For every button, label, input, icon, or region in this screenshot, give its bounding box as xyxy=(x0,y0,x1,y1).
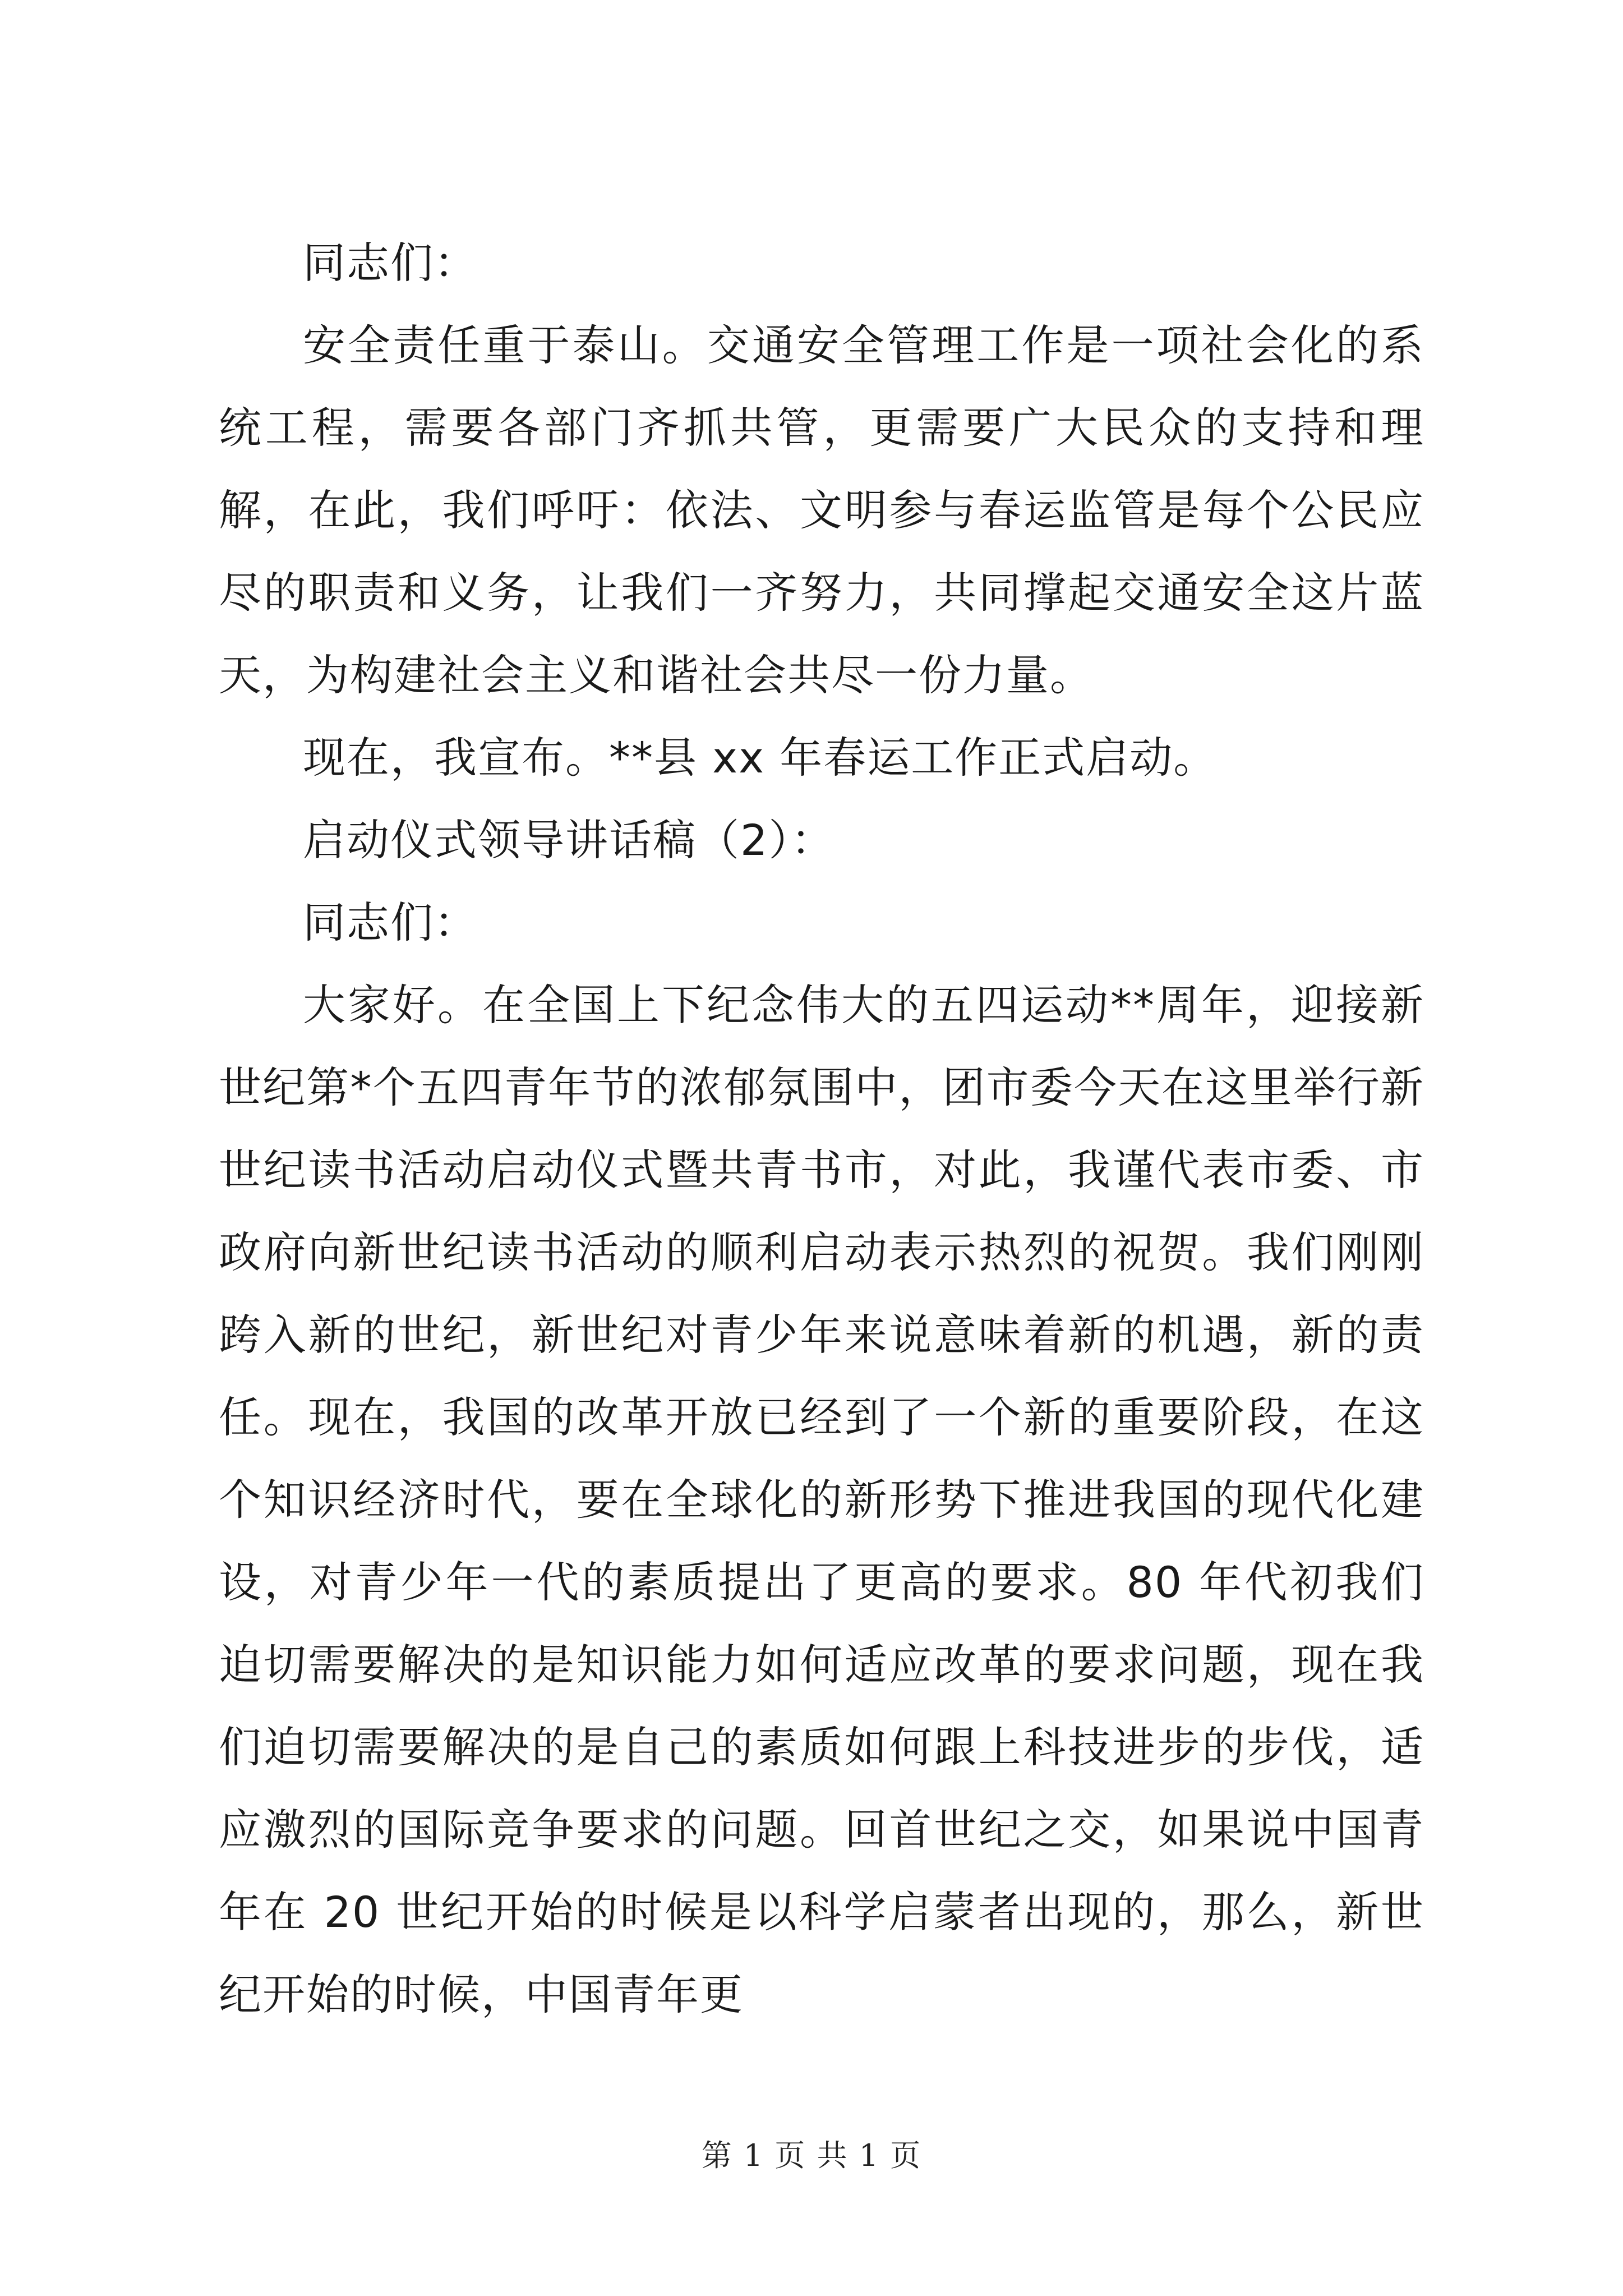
speech-body-paragraph: 大家好。在全国上下纪念伟大的五四运动**周年，迎接新世纪第*个五四青年节的浓郁氛围中，团市委今天在这里举行新世纪读书活动启动仪式暨共青书市，对此，我谨代表市委、市政府向新世纪读书活动的顺利启动表示热烈的祝贺。我们刚刚跨入新的世纪，新世纪对青少年来说意味着新的机遇，新的责任。现在，我国的改革开放已经到了一个新的重要阶段，在这个知识经济时代，要在全球化的新形势下推进我国的现代化建设，对青少年一代的素质提出了更高的要求。80 年代初我们迫切需要解决的是知识能力如何适应改革的要求问题，现在我们迫切需要解决的是自己的素质如何跟上科技进步的步伐，适应激烈的国际竞争要求的问题。回首世纪之交，如果说中国青年在 20 世纪开始的时候是以科学启蒙者出现的，那么，新世纪开始的时候，中国青年更 xyxy=(219,980,1424,2019)
document-body xyxy=(219,222,1424,2036)
page-footer: 第 1 页 共 1 页 xyxy=(701,2138,922,2173)
safety-appeal-paragraph: 安全责任重于泰山。交通安全管理工作是一项社会化的系统工程，需要各部门齐抓共管，更需要广大民众的支持和理解，在此，我们呼吁：依法、文明参与春运监管是每个公民应尽的职责和义务，让我们一齐努力，共同撑起交通安全这片蓝天，为构建社会主义和谐社会共尽一份力量。 xyxy=(219,320,1424,700)
salutation-paragraph-2: 同志们： xyxy=(303,898,478,947)
salutation-paragraph: 同志们： xyxy=(303,238,478,288)
section-heading: 启动仪式领导讲话稿（2）： xyxy=(303,815,835,865)
launch-announcement-paragraph: 现在，我宣布。**县 xx 年春运工作正式启动。 xyxy=(303,733,1218,783)
